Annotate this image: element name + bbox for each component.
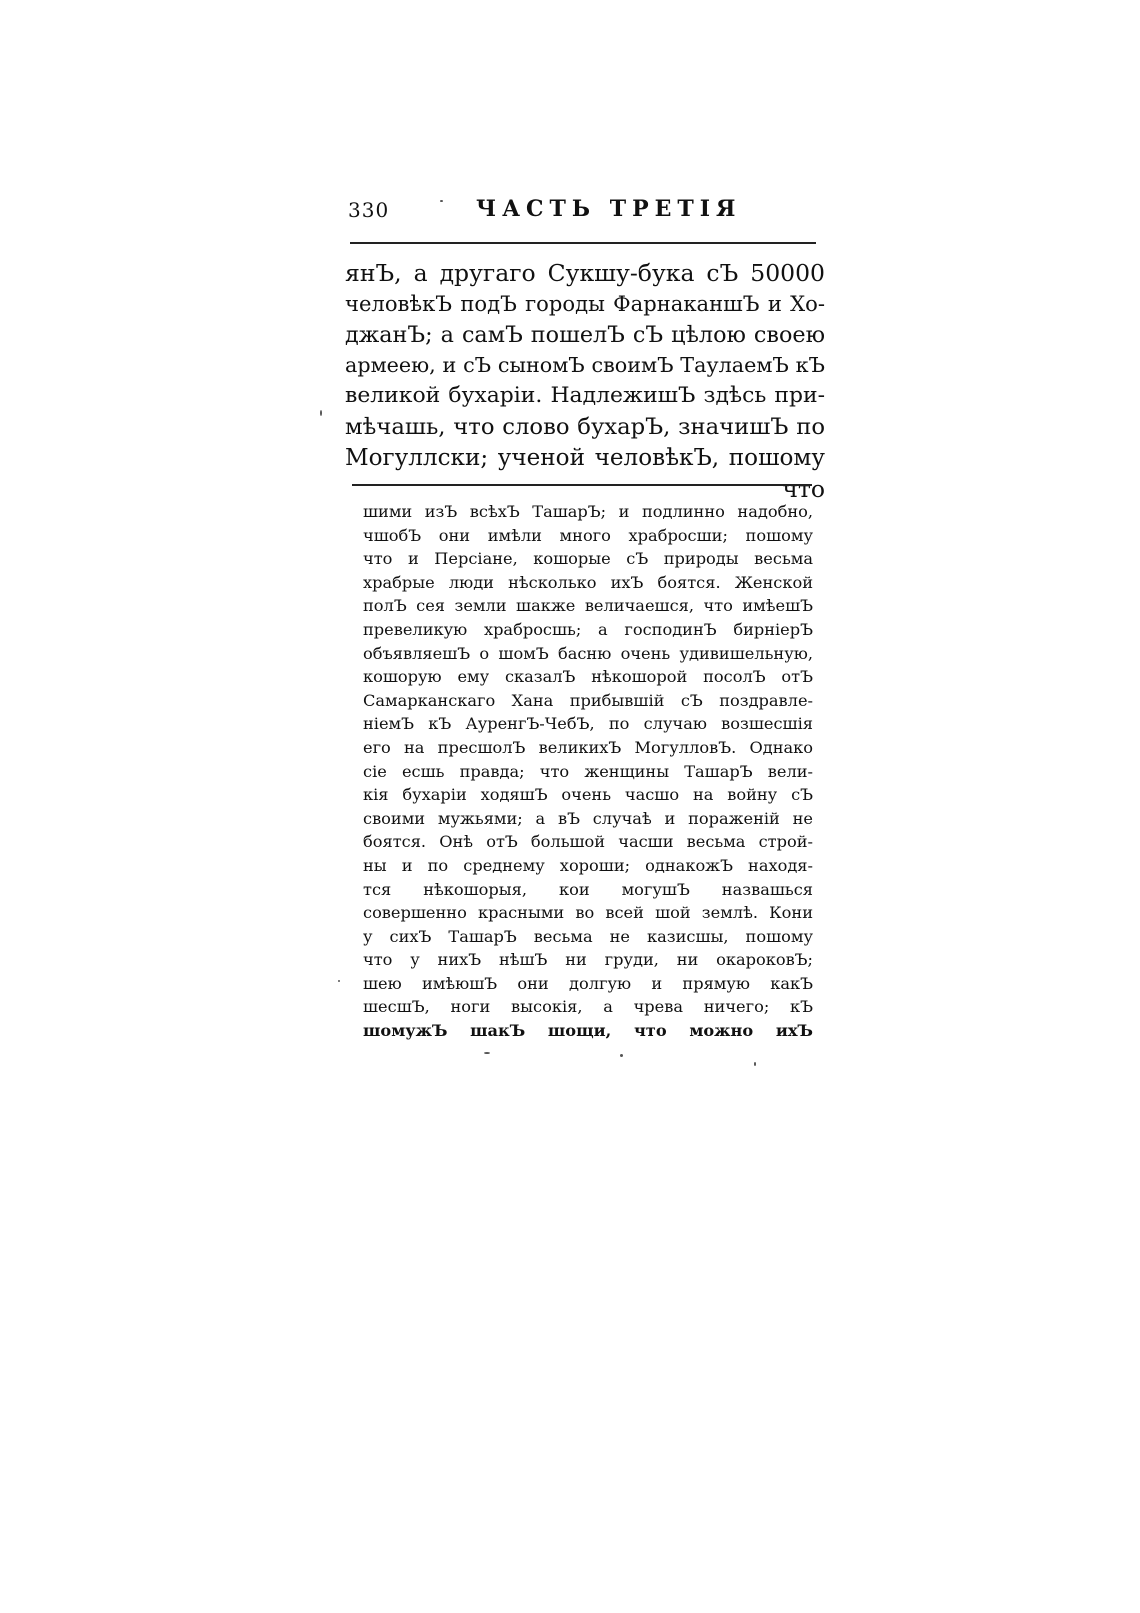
text-line: ны и по среднему хороши; однакожЪ находя- — [363, 855, 813, 875]
text-line: Самарканскаго Хана прибывшій сЪ поздравле- — [363, 690, 813, 710]
ink-speck — [620, 1054, 623, 1057]
catchword: что — [782, 474, 825, 503]
text-line: храбрые люди нѣсколько ихЪ боятся. Женской — [363, 572, 813, 592]
text-line: боятся. Онѣ отЪ большой часши весьма строй- — [363, 832, 813, 852]
section-divider-rule — [352, 484, 812, 486]
text-line: его на пресшолЪ великихЪ МогулловЪ. Однако — [363, 737, 813, 757]
text-line: великой бухаріи. НадлежишЪ здѣсь при- — [345, 383, 825, 409]
text-line: что у нихЪ нѣшЪ ни груди, ни окароковЪ; — [363, 950, 813, 970]
text-line: сіе есшь правда; что женщины ТашарЪ вели- — [363, 761, 813, 781]
ink-speck — [484, 1052, 490, 1054]
text-line: шими изЪ всѣхЪ ТашарЪ; и подлинно надобно, — [363, 502, 813, 521]
text-line: Могуллски; ученой человѣкЪ, пошому — [345, 444, 825, 471]
text-line: человѣкЪ подЪ городы ФарнаканшЪ и Хо- — [345, 290, 825, 316]
text-line: кошорую ему сказалЪ нѣкошорой посолЪ отЪ — [363, 667, 813, 687]
text-line: полЪ сея земли шакже величаешся, что имѣешЪ — [363, 596, 813, 616]
text-line: ніемЪ кЪ АуренгЪ-ЧебЪ, по случаю возшесшія — [363, 714, 813, 734]
page-number: 330 — [348, 198, 390, 222]
text-line: что и Персіане, кошорые сЪ природы весьма — [363, 549, 813, 569]
text-line: у сихЪ ТашарЪ весьма не казисшы, пошому — [363, 926, 813, 946]
text-line: шею имѣюшЪ они долгую и прямую какЪ — [363, 973, 813, 993]
text-line: совершенно красными во всей шой землѣ. Кони — [363, 903, 813, 923]
text-line: шомужЪ шакЪ шощи, что можно ихЪ — [363, 1021, 813, 1041]
text-line: армеею, и сЪ сыномЪ своимЪ ТаулаемЪ кЪ — [345, 353, 825, 378]
bottom-text-block — [363, 500, 813, 1043]
text-line: шесшЪ, ноги высокія, а чрева ничего; кЪ — [363, 997, 813, 1017]
text-line: своими мужьями; а вЪ случаѣ и пораженій не — [363, 808, 813, 828]
text-line: янЪ, а другаго Сукшу-бука сЪ 50000 — [345, 259, 825, 287]
text-line: мѣчашь, что слово бухарЪ, значишЪ по — [345, 413, 825, 440]
header-rule — [350, 242, 816, 244]
page-header — [348, 192, 820, 228]
ink-speck — [320, 410, 322, 416]
text-line: тся нѣкошорыя, кои могушЪ назвашься — [363, 879, 813, 899]
text-line: чшобЪ они имѣли много храбросши; пошому — [363, 525, 813, 545]
top-text-block — [345, 258, 825, 504]
ink-speck — [338, 980, 340, 982]
text-line: джанЪ; а самЪ пошелЪ сЪ цѣлою своею — [345, 321, 825, 348]
running-title: ЧАСТЬ ТРЕТІЯ — [476, 196, 742, 222]
text-line: кія бухаріи ходяшЪ очень часшо на войну сЪ — [363, 785, 813, 805]
text-line: превеликую храбросшь; а господинЪ бирніерЪ — [363, 619, 813, 639]
ink-speck — [754, 1062, 756, 1066]
text-line: объявляешЪ о шомЪ басню очень удивишельную, — [363, 643, 813, 663]
ink-speck — [440, 200, 443, 202]
